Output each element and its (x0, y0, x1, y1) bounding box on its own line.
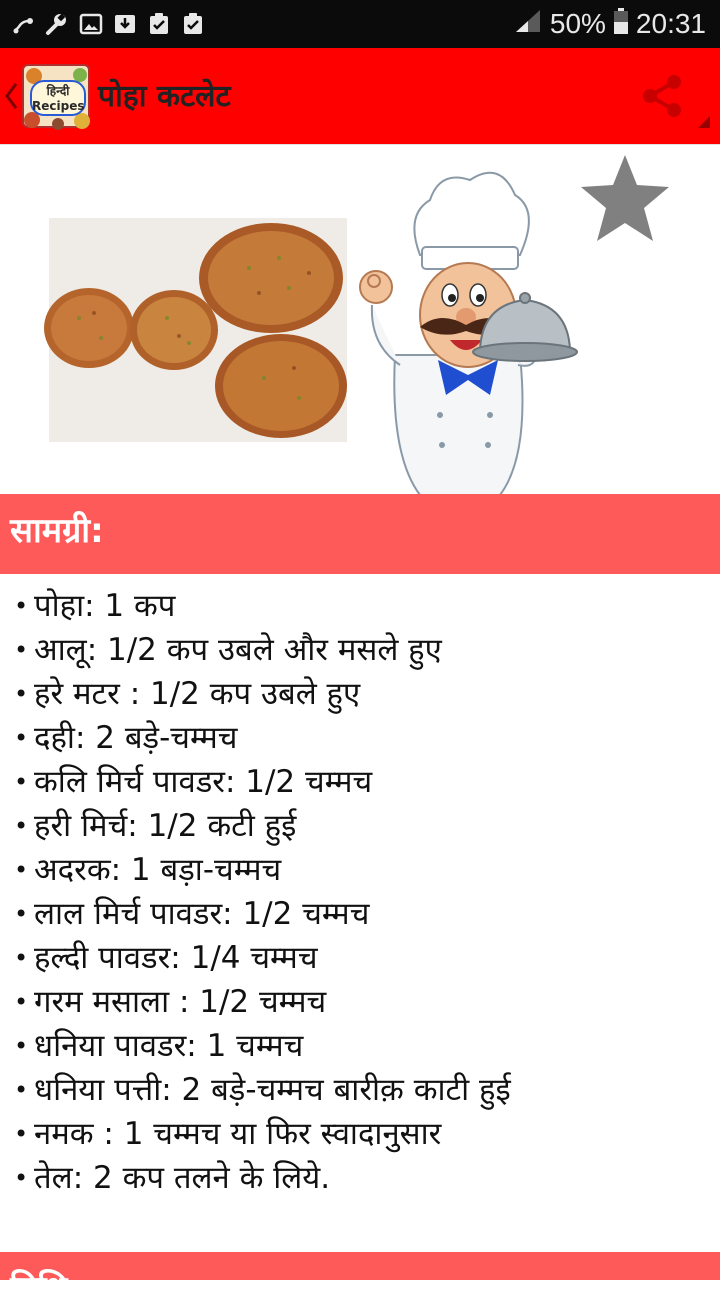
notification-icons (10, 10, 206, 38)
app-toolbar (0, 48, 720, 144)
image-icon (78, 11, 104, 37)
list-item (14, 716, 714, 760)
list-item (14, 892, 714, 936)
battery-percent: 50% (549, 8, 606, 39)
app-logo[interactable] (22, 64, 90, 128)
list-item (14, 1112, 714, 1156)
star-icon[interactable] (578, 153, 672, 245)
bullet: • (14, 1076, 29, 1104)
overflow-indicator (698, 116, 710, 128)
ingredients-list (14, 584, 714, 1200)
clock: 20:31 (635, 8, 706, 39)
bullet: • (14, 856, 29, 884)
download-icon (112, 11, 138, 37)
ingredients-header (0, 494, 720, 574)
ingredient-text: तेल: 2 कप तलने के लिये. (34, 1160, 331, 1196)
bullet: • (14, 1032, 29, 1060)
method-header (0, 1252, 720, 1309)
ingredient-text: गरम मसाला : 1/2 चम्मच (34, 984, 327, 1020)
ingredient-text: धनिया पत्ती: 2 बड़े-चम्मच बारीक़ काटी हुई (34, 1072, 511, 1108)
back-arrow-icon[interactable] (4, 82, 18, 110)
list-item (14, 936, 714, 980)
ingredient-text: धनिया पावडर: 1 चम्मच (34, 1028, 304, 1064)
ingredient-text: पोहा: 1 कप (34, 588, 176, 624)
ingredient-text: दही: 2 बड़े-चम्मच (34, 720, 238, 756)
page-title: पोहा कटलेट (98, 79, 231, 114)
bullet: • (14, 812, 29, 840)
list-item (14, 1156, 714, 1200)
system-status (514, 6, 706, 42)
share-icon[interactable] (638, 72, 686, 120)
chef-illustration (350, 155, 580, 495)
bullet: • (14, 1120, 29, 1148)
ingredient-text: लाल मिर्च पावडर: 1/2 चम्मच (34, 896, 370, 932)
method-title: विधि: (10, 1269, 82, 1309)
list-item (14, 760, 714, 804)
usb-icon (10, 11, 36, 37)
list-item (14, 584, 714, 628)
recipe-hero (0, 144, 720, 494)
ingredients-title: सामग्री: (10, 511, 104, 551)
ingredient-text: हरे मटर : 1/2 कप उबले हुए (34, 676, 361, 712)
clipboard-check-icon (180, 11, 206, 37)
bullet: • (14, 900, 29, 928)
ingredient-text: नमक : 1 चम्मच या फिर स्वादानुसार (34, 1116, 442, 1152)
status-bar (0, 0, 720, 48)
ingredient-text: अदरक: 1 बड़ा-चम्मच (34, 852, 282, 888)
ingredient-text: आलू: 1/2 कप उबले और मसले हुए (34, 632, 442, 668)
battery-icon (614, 8, 628, 41)
bullet: • (14, 768, 29, 796)
bullet: • (14, 1164, 29, 1192)
bullet: • (14, 988, 29, 1016)
bullet: • (14, 724, 29, 752)
bullet: • (14, 636, 29, 664)
list-item (14, 628, 714, 672)
bullet: • (14, 944, 29, 972)
ingredient-text: हरी मिर्च: 1/2 कटी हुई (34, 808, 297, 844)
signal-icon (514, 8, 542, 41)
ingredient-text: हल्दी पावडर: 1/4 चम्मच (34, 940, 318, 976)
list-item (14, 848, 714, 892)
bullet: • (14, 680, 29, 708)
list-item (14, 804, 714, 848)
list-item (14, 1024, 714, 1068)
list-item (14, 1068, 714, 1112)
wrench-icon (44, 11, 70, 37)
recipe-image (49, 218, 347, 442)
ingredient-text: कलि मिर्च पावडर: 1/2 चम्मच (34, 764, 373, 800)
bullet: • (14, 592, 29, 620)
list-item (14, 980, 714, 1024)
list-item (14, 672, 714, 716)
logo-text: हिन्दी Recipes (30, 80, 86, 116)
clipboard-check-icon (146, 11, 172, 37)
